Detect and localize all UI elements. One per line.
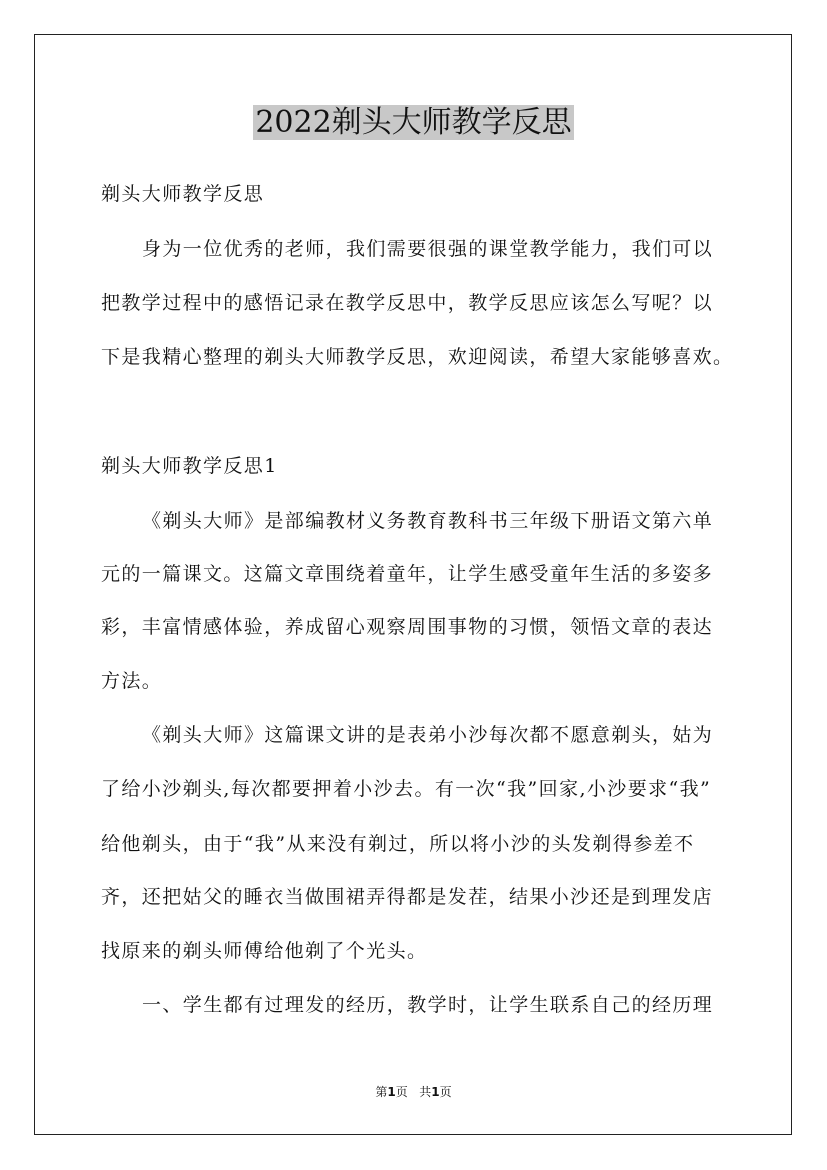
document-subtitle: 剃头大师教学反思: [101, 183, 265, 205]
paragraph-line: 给他剃头，由于“我”从来没有剃过，所以将小沙的头发剃得参差不: [101, 833, 695, 855]
paragraph-line: 《剃头大师》这篇课文讲的是表弟小沙每次都不愿意剃头，姑为: [142, 724, 714, 746]
document-title-text: 2022剃头大师教学反思: [255, 105, 572, 140]
paragraph-line: 元的一篇课文。这篇文章围绕着童年，让学生感受童年生活的多姿多: [101, 563, 714, 585]
paragraph-line: 齐，还把姑父的睡衣当做围裙弄得都是发茬，结果小沙还是到理发店: [101, 886, 714, 908]
intro-line: 把教学过程中的感悟记录在教学反思中，教学反思应该怎么写呢？以: [101, 292, 714, 314]
paragraph-line: 一、学生都有过理发的经历，教学时，让学生联系自己的经历理: [142, 994, 714, 1016]
paragraph-line: 彩，丰富情感体验，养成留心观察周围事物的习惯，领悟文章的表达: [101, 616, 714, 638]
paragraph-line: 方法。: [101, 670, 163, 692]
footer-total-suffix: 页: [439, 1085, 452, 1099]
footer-total-number: 1: [431, 1085, 440, 1099]
paragraph-line: 找原来的剃头师傅给他剃了个光头。: [101, 940, 428, 962]
paragraph-line: 《剃头大师》是部编教材义务教育教科书三年级下册语文第六单: [142, 510, 714, 532]
section-heading: 剃头大师教学反思1: [101, 455, 278, 477]
page-footer: [0, 1084, 827, 1100]
footer-page-suffix: 页: [395, 1085, 408, 1099]
footer-page-prefix: 第: [375, 1085, 388, 1099]
footer-page-number: 1: [387, 1085, 396, 1099]
paragraph-line: 了给小沙剃头,每次都要押着小沙去。有一次“我”回家,小沙要求“我”: [101, 778, 712, 800]
footer-total-prefix: 共: [419, 1085, 432, 1099]
intro-line: 身为一位优秀的老师，我们需要很强的课堂教学能力，我们可以: [142, 238, 714, 260]
intro-line: 下是我精心整理的剃头大师教学反思，欢迎阅读，希望大家能够喜欢。: [101, 346, 734, 368]
document-title: [0, 100, 827, 146]
